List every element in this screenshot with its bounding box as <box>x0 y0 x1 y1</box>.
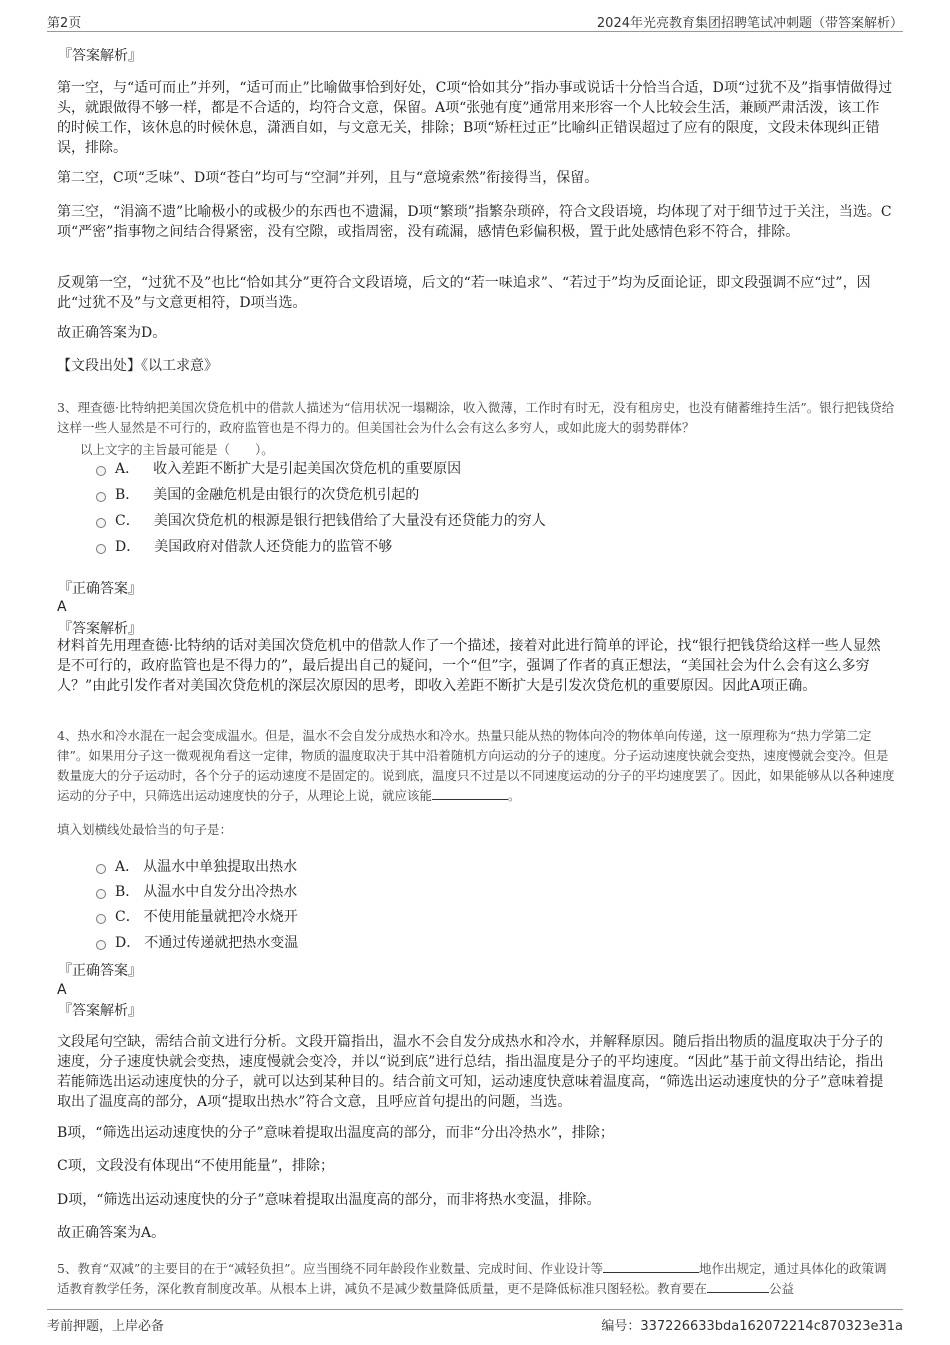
footer-slogan: 考前押题，上岸必备 <box>47 1319 165 1334</box>
radio-button[interactable] <box>96 889 106 899</box>
question-4-stem: 4、热水和冷水混在一起会变成温水。但是，温水不会自发分成热水和冷水。热量只能从热的物体向冷的物体单向传递，这一原理称为“热力学第二定律”。如果用分子这一微观视角看这一定律，物质的温度取决于其中沿着随机方向运动的分子的速度。分子运动速度快就会变热，速度慢就会变冷。但是数量庞大的分子运动时，各个分子的运动速度不是固定的。说到底，温度只不过是以不同速度运动的分子的平均速度罢了。因此，如果能够从以各种速度运动的分子中，只筛选出运动速度快的分子，从理论上说，就应该能 。 <box>57 728 895 803</box>
analysis-paragraph: 第一空，与“适可而止”并列，“适可而止”比喻做事恰到好处，C项“恰如其分”指办事或说话十分恰当合适，D项“过犹不及”指事情做得过头，就跟做得不够一样，都是不合适的，均符合文意，保留。A项“张弛有度”通常用来形容一个人比较会生活，兼顾严肃活泼，该工作的时候工作，该休息的时候休息，潇洒自如，与文意无关，排除；B项“矫枉过正”比喻纠正错误超过了应有的限度，文段未体现纠正错误，排除。 <box>57 80 893 156</box>
fill-blank <box>432 787 508 800</box>
page-header <box>47 10 903 32</box>
analysis-paragraph: 第三空，“涓滴不遗”比喻极小的或极少的东西也不遗漏，D项“繁琐”指繁杂琐碎，符合文段语境，均体现了对于细节过于关注，当选。C项“严密”指事物之间结合得紧密，没有空隙，或指周密，没有疏漏，感情色彩偏积极，置于此处感情色彩不符合，排除。 <box>57 204 892 240</box>
correct-answer: A <box>57 982 67 998</box>
page-footer <box>47 1309 903 1337</box>
option-b[interactable]: B． 从温水中自发分出冷热水 <box>96 882 297 902</box>
option-text: 从温水中单独提取出热水 <box>143 859 298 875</box>
analysis-paragraph: 第二空，C项“乏味”、D项“苍白”均可与“空洞”并列，且与“意境索然”衔接得当，保留。 <box>57 170 599 186</box>
source-citation: 【文段出处】《以工求意》 <box>57 358 218 374</box>
question-3-stem: 3、理查德·比特纳把美国次贷危机中的借款人描述为“信用状况一塌糊涂，收入微薄，工作时有时无，没有租房史，也没有储蓄维持生活”。银行把钱贷给这样一些人显然是不可行的，政府监管也是不得力的。但美国社会为什么会有这么多穷人，或如此庞大的弱势群体？ <box>57 400 895 435</box>
question-5-stem: 5、教育“双减”的主要目的在于“减轻负担”。应当围绕不同年龄段作业数量、完成时间、作业设计等 地作出规定，通过具体化的政策调适教育教学任务，深化教育制度改革。从根本上讲，减负不是减少数量降低质量，更不是降低标准只图轻松。教育要在 公益 <box>57 1261 887 1296</box>
analysis-paragraph: C项，文段没有体现出“不使用能量”，排除； <box>57 1158 335 1174</box>
question-4-prompt: 填入划横线处最恰当的句子是： <box>57 822 233 837</box>
option-text: 不通过传递就把热水变温 <box>144 935 299 951</box>
option-c[interactable]: C． 不使用能量就把冷水烧开 <box>96 907 298 927</box>
fill-blank <box>707 1280 769 1293</box>
option-text: 美国次贷危机的根源是银行把钱借给了大量没有还贷能力的穷人 <box>153 513 546 529</box>
page-number: 第2页 <box>47 16 82 31</box>
analysis-paragraph: 反观第一空，“过犹不及”也比“恰如其分”更符合文段语境，后文的“若一味追求”、“若过于”均为反面论证，即文段强调不应“过”，因此“过犹不及”与文意更相符，D项当选。 <box>57 275 871 311</box>
conclusion: 故正确答案为A。 <box>57 1225 166 1241</box>
radio-button[interactable] <box>96 914 106 924</box>
correct-answer: A <box>57 599 67 615</box>
analysis-tag: 『答案解析』 <box>58 48 142 64</box>
question-3-prompt: 以上文字的主旨最可能是（ ）。 <box>80 442 274 457</box>
answer-tag: 『正确答案』 <box>58 581 142 597</box>
analysis-paragraph: D项，“筛选出运动速度快的分子”意味着提取出温度高的部分，而非将热水变温，排除。 <box>57 1192 601 1208</box>
radio-button[interactable] <box>96 544 106 554</box>
analysis-tag: 『答案解析』 <box>58 621 142 637</box>
option-d[interactable]: D． 不通过传递就把热水变温 <box>96 933 298 953</box>
option-a[interactable]: A． 从温水中单独提取出热水 <box>96 857 297 877</box>
option-text: 收入差距不断扩大是引起美国次贷危机的重要原因 <box>153 461 462 477</box>
option-a[interactable]: A． 收入差距不断扩大是引起美国次贷危机的重要原因 <box>96 459 461 479</box>
radio-button[interactable] <box>96 492 106 502</box>
option-text: 美国政府对借款人还贷能力的监管不够 <box>154 539 393 555</box>
option-text: 美国的金融危机是由银行的次贷危机引起的 <box>153 487 420 503</box>
option-text: 不使用能量就把冷水烧开 <box>143 909 298 925</box>
radio-button[interactable] <box>96 518 106 528</box>
fill-blank <box>603 1260 699 1273</box>
analysis-paragraph: B项，“筛选出运动速度快的分子”意味着提取出温度高的部分，而非“分出冷热水”，排除； <box>57 1125 614 1141</box>
radio-button[interactable] <box>96 466 106 476</box>
document-title: 2024年光亮教育集团招聘笔试冲刺题（带答案解析） <box>596 16 903 31</box>
option-b[interactable]: B． 美国的金融危机是由银行的次贷危机引起的 <box>96 485 419 505</box>
radio-button[interactable] <box>96 940 106 950</box>
analysis-paragraph: 文段尾句空缺，需结合前文进行分析。文段开篇指出，温水不会自发分成热水和冷水，并解释原因。随后指出物质的温度取决于分子的速度，分子速度快就会变热，速度慢就会变冷，并以“说到底”进行总结，指出温度是分子的平均速度。“因此”基于前文得出结论，指出若能筛选出运动速度快的分子，就可以达到某种目的。结合前文可知，运动速度快意味着温度高，“筛选出运动速度快的分子”意味着提取出了温度高的部分，A项“提取出热水”符合文意，且呼应首句提出的问题，当选。 <box>57 1034 884 1110</box>
option-c[interactable]: C． 美国次贷危机的根源是银行把钱借给了大量没有还贷能力的穷人 <box>96 511 546 531</box>
radio-button[interactable] <box>96 864 106 874</box>
analysis-tag: 『答案解析』 <box>58 1003 142 1019</box>
option-text: 从温水中自发分出冷热水 <box>143 884 298 900</box>
option-d[interactable]: D． 美国政府对借款人还贷能力的监管不够 <box>96 537 392 557</box>
analysis-paragraph: 材料首先用理查德·比特纳的话对美国次贷危机中的借款人作了一个描述，接着对此进行简单的评论，找“银行把钱贷给这样一些人显然是不可行的，政府监管也是不得力的”，最后提出自己的疑问，一个“但”字，强调了作者的真正想法，“美国社会为什么会有这么多穷人？”由此引发作者对美国次贷危机的深层次原因的思考，即收入差距不断扩大是引发次贷危机的重要原因。因此A项正确。 <box>57 638 881 694</box>
document-id: 编号：337226633bda162072214c870323e31a <box>601 1319 903 1334</box>
answer-tag: 『正确答案』 <box>58 963 142 979</box>
conclusion: 故正确答案为D。 <box>57 325 167 341</box>
